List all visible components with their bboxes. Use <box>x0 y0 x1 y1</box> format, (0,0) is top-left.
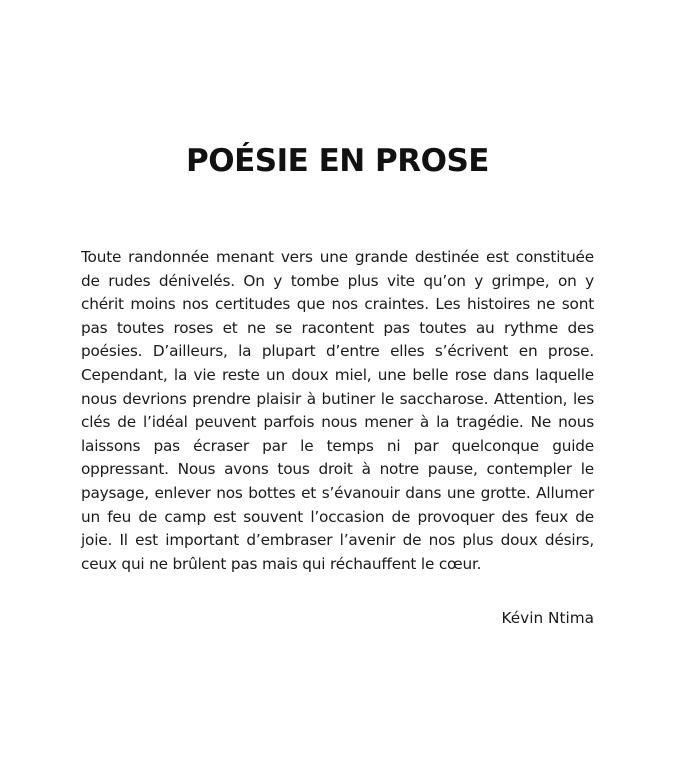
page-title: POÉSIE EN PROSE <box>186 143 489 179</box>
poem-body: Toute randonnée menant vers une grande destinée est constituée de rudes dénivelés. On y tombe plus vite qu’on y grimpe, on y chérit moins nos certitudes que nos craintes. Les histoires ne sont pas toutes roses et ne se racontent pas toutes au rythme des poésies. D’ailleurs, la plupart d’entre elles s’écrivent en prose. Cependant, la vie reste un doux miel, une belle rose dans laquelle nous devrions prendre plaisir à butiner le saccharose. Attention, les clés de l’idéal peuvent parfois nous mener à la tragédie. Ne nous laissons pas écraser par le temps ni par quelconque guide oppressant. Nous avons tous droit à notre pause, contempler le paysage, enlever nos bottes et s’évanouir dans une grotte. Allumer un feu de camp est souvent l’occasion de provoquer des feux de joie. Il est important d’embraser l’avenir de nos plus doux désirs, ceux qui ne brûlent pas mais qui réchauffent le cœur. <box>81 248 594 573</box>
author-signature: Kévin Ntima <box>501 609 594 627</box>
